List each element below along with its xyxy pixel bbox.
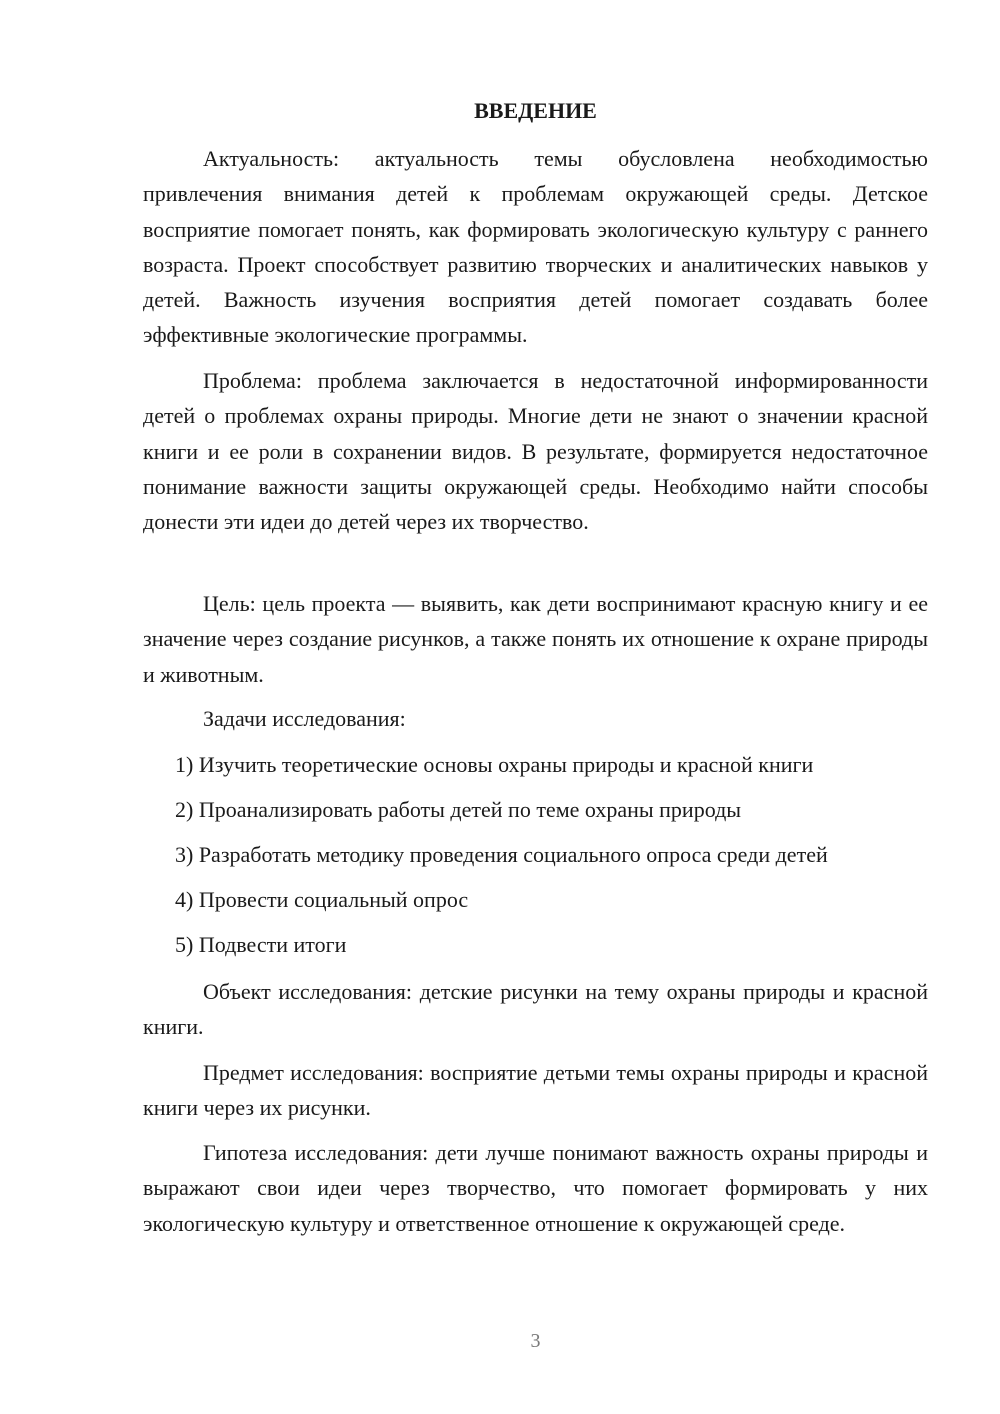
list-item: 4) Провести социальный опрос: [175, 887, 469, 912]
relevance-paragraph: Актуальность: актуальность темы обусловлена необходимостью привлечения внимания детей к проблемам окружающей среды. Детское восприятие помогает понять, как формировать экологическую культуру с раннего возраста. Проект способствует развитию творческих и аналитических навыков у детей. Важность изучения восприятия детей помогает создавать более эффективные экологические программы.: [143, 146, 928, 348]
object-paragraph: Объект исследования: детские рисунки на тему охраны природы и красной книги.: [143, 979, 928, 1040]
problem-paragraph: Проблема: проблема заключается в недостаточной информированности детей о проблемах охраны природы. Многие дети не знают о значении красной книги и ее роли в сохранении видов. В результате, формируется недостаточное понимание важности защиты окружающей среды. Необходимо найти способы донести эти идеи до детей через их творчество.: [143, 368, 928, 535]
list-item: 3) Разработать методику проведения социального опроса среди детей: [175, 842, 828, 867]
section-title: ВВЕДЕНИЕ: [474, 98, 597, 123]
hypothesis-paragraph: Гипотеза исследования: дети лучше понимают важность охраны природы и выражают свои идеи через творчество, что помогает формировать у них экологическую культуру и ответственное отношение к окружающей среде.: [143, 1140, 928, 1236]
page-number: 3: [530, 1330, 541, 1352]
list-item: 2) Проанализировать работы детей по теме охраны природы: [175, 797, 742, 822]
subject-paragraph: Предмет исследования: восприятие детьми темы охраны природы и красной книги через их рисунки.: [143, 1060, 928, 1121]
goal-paragraph: Цель: цель проекта — выявить, как дети воспринимают красную книгу и ее значение через создание рисунков, а также понять их отношение к охране природы и животным.: [143, 591, 928, 687]
list-item: 1) Изучить теоретические основы охраны природы и красной книги: [175, 752, 814, 777]
tasks-heading: Задачи исследования:: [203, 706, 406, 731]
list-item: 5) Подвести итоги: [175, 932, 347, 957]
